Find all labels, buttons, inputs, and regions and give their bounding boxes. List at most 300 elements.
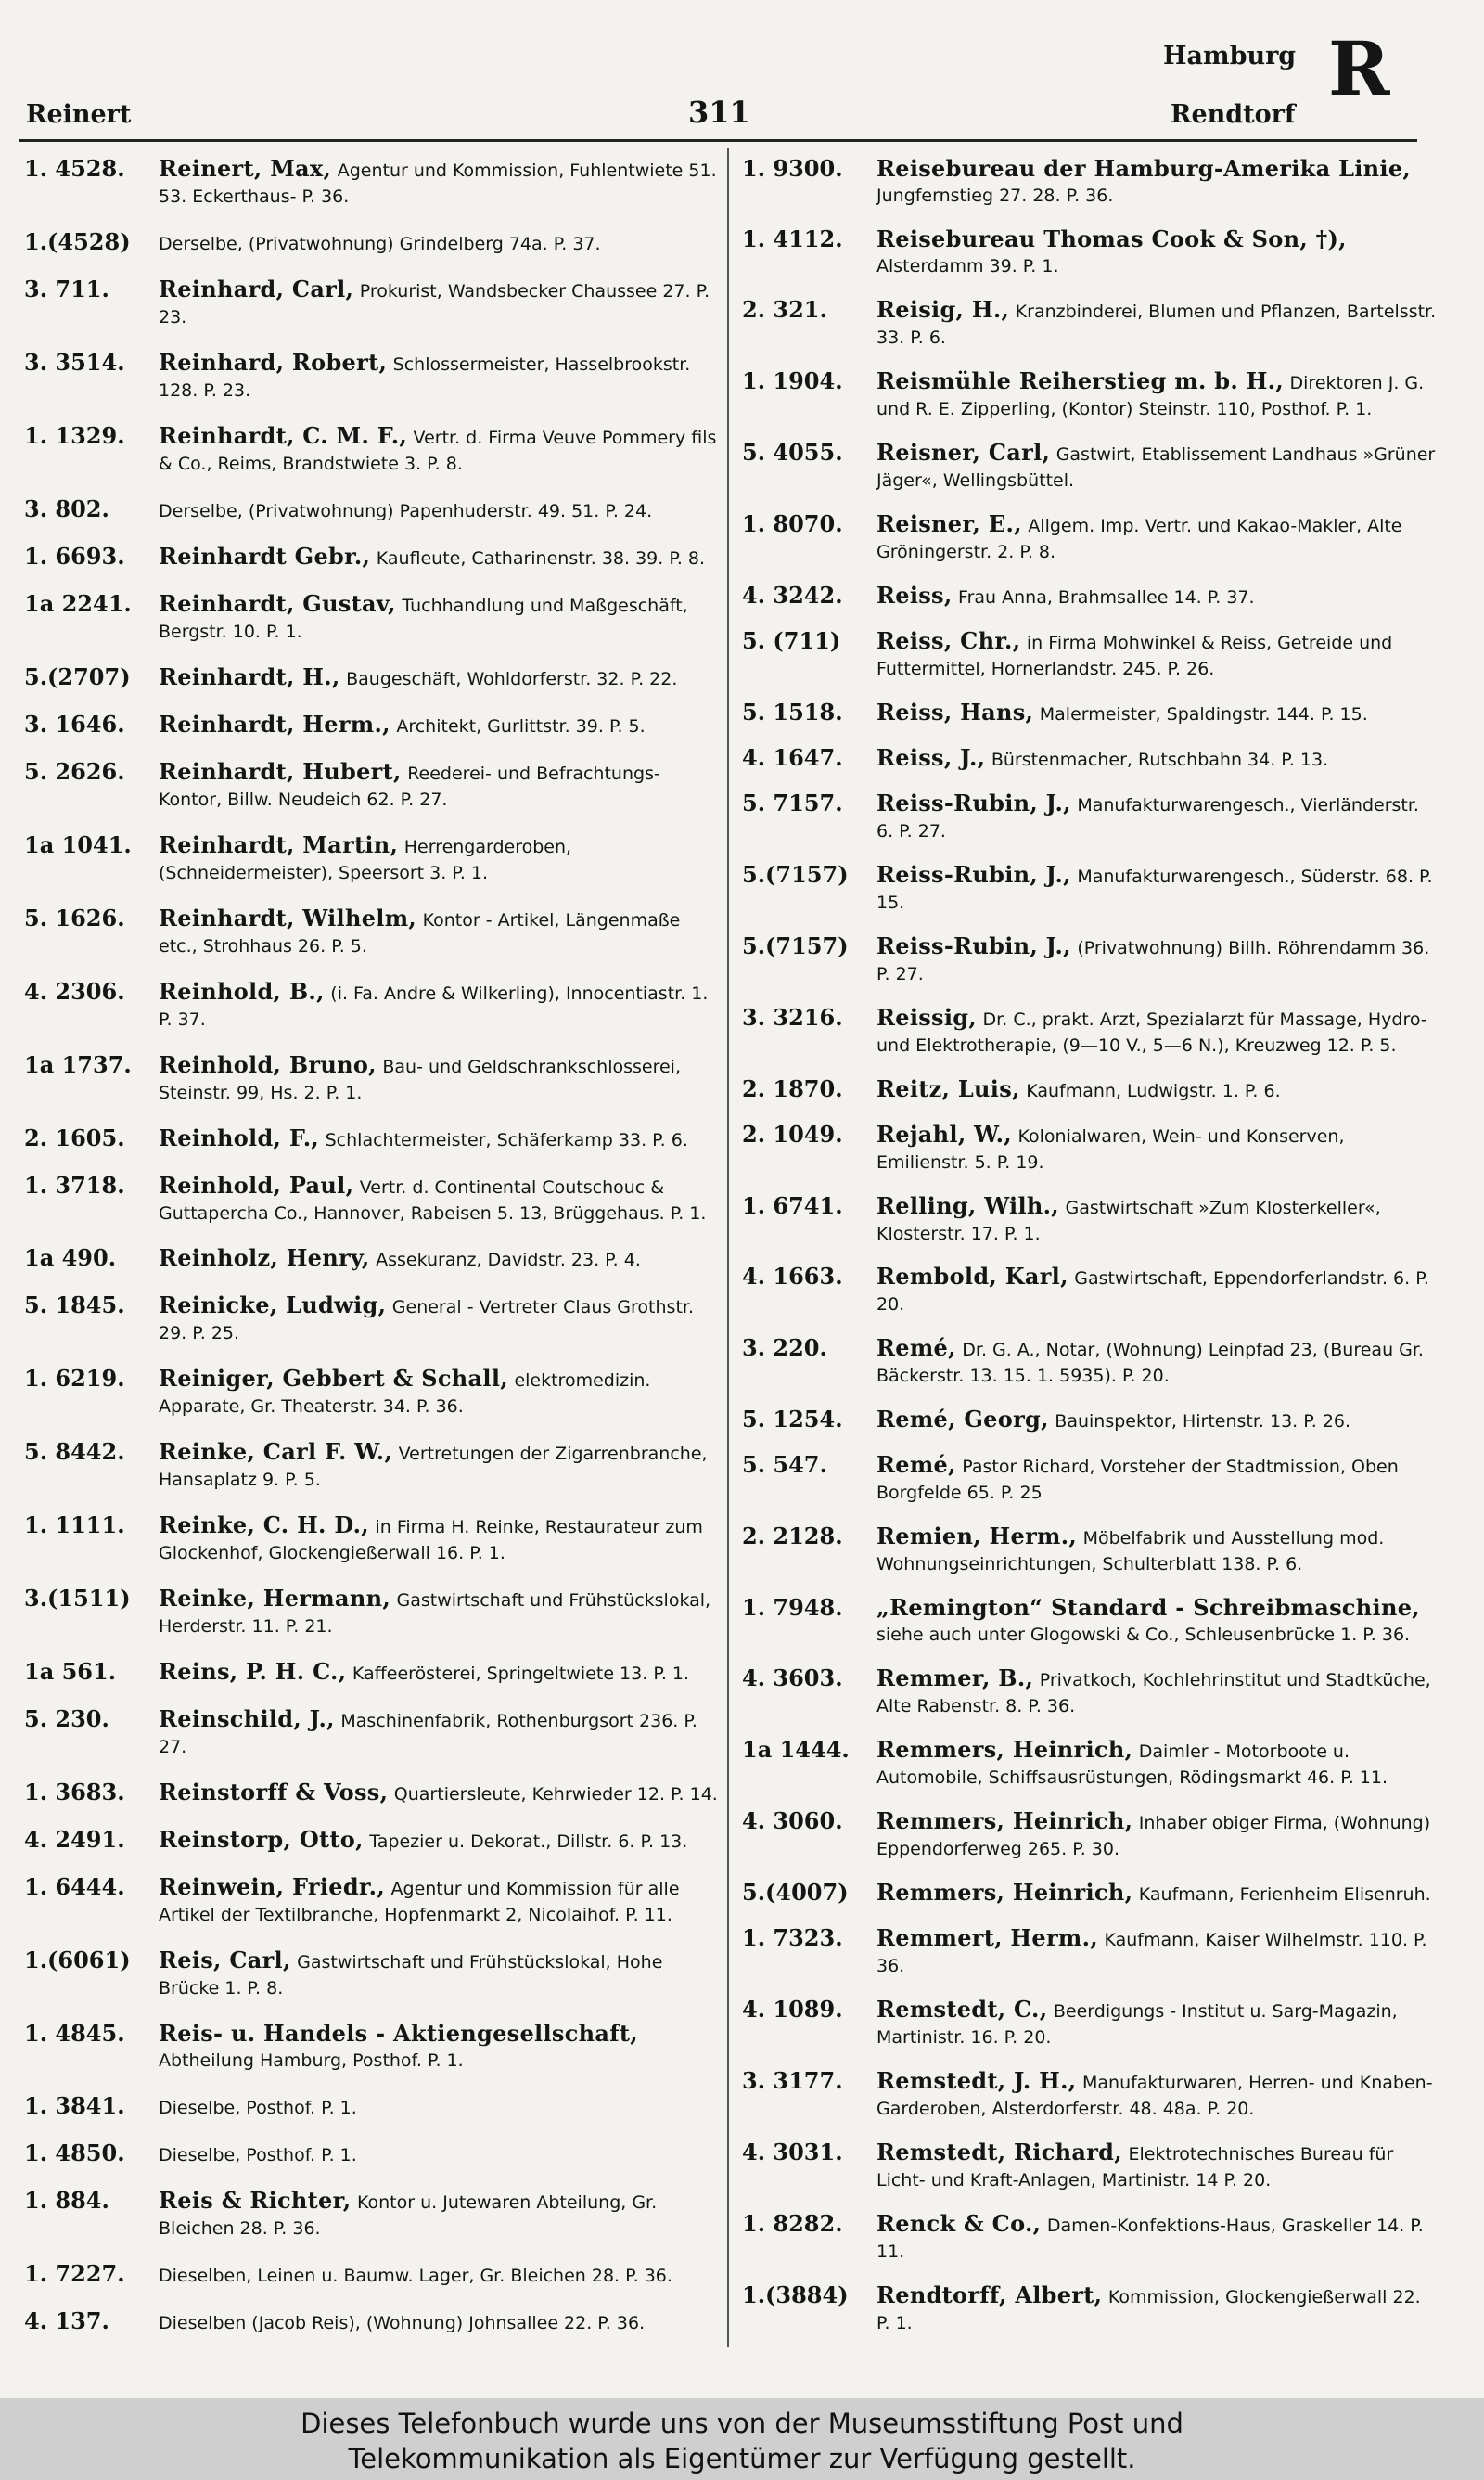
entry-name: Rendtorff, Albert,	[876, 2282, 1103, 2308]
directory-entry	[742, 1264, 1438, 1317]
entry-name: Remstedt, J. H.,	[876, 2068, 1077, 2095]
entry-text	[159, 1512, 720, 1566]
entry-detail: Tapezier u. Dekorat., Dillstr. 6. P. 13.	[369, 1831, 688, 1853]
phone-number: 1. 4845.	[24, 2021, 125, 2048]
entry-detail: Quartiersleute, Kehrwieder 12. P. 14.	[393, 1784, 718, 1805]
entry-detail: Dr. C., prakt. Arzt, Spezialarzt für Massage, Hydro- und Elektrotherapie, (9—10 V., 5—6 N.), Kreuzweg 12. P. 5.	[876, 1009, 1427, 1056]
directory-entry	[742, 1925, 1438, 1979]
entry-detail: Kontor - Artikel, Längenmaße etc., Strohhaus 26. P. 5.	[159, 909, 681, 957]
header-last-entry: Rendtorf	[1171, 100, 1296, 129]
phone-number: 5. 1626.	[24, 905, 125, 932]
entry-text	[159, 1659, 720, 1687]
entry-detail: Bauinspektor, Hirtenstr. 13. P. 26.	[1055, 1411, 1351, 1433]
phone-number: 2. 1605.	[24, 1124, 125, 1151]
entry-detail: Manufakturwarengesch., Süderstr. 68. P. 15.	[876, 866, 1433, 913]
entry-name: Reinhold, F.,	[159, 1124, 320, 1151]
entry-name: Reisig, H.,	[876, 296, 1010, 323]
directory-entry	[742, 1122, 1438, 1176]
entry-detail: Tuchhandlung und Maßgeschäft, Bergstr. 10. P. 1.	[159, 595, 688, 642]
directory-entry	[742, 1452, 1438, 1506]
directory-entry	[24, 229, 720, 257]
entry-detail: Derselbe, (Privatwohnung) Papenhuderstr. 49. 51. P. 24.	[159, 500, 653, 521]
entry-name: Reinhardt, Hubert,	[159, 758, 402, 785]
directory-entry	[742, 1665, 1438, 1719]
phone-number: 1. 884.	[24, 2188, 109, 2214]
entry-detail: Kaufleute, Catharinenstr. 38. 39. P. 8.	[376, 547, 706, 569]
phone-number: 3. 3177.	[742, 2068, 843, 2095]
entry-detail: Baugeschäft, Wohldorferstr. 32. P. 22.	[346, 668, 678, 689]
phone-number: 5. 547.	[742, 1452, 827, 1479]
entry-text	[876, 368, 1438, 422]
entry-text	[159, 156, 720, 210]
phone-number: 3. 802.	[24, 495, 109, 522]
entry-name: Remmers, Heinrich,	[876, 1808, 1133, 1835]
entry-detail: Pastor Richard, Vorsteher der Stadtmission, Oben Borgfelde 65. P. 25	[876, 1457, 1399, 1504]
phone-number: 1. 9300.	[742, 156, 843, 182]
entry-text	[159, 1706, 720, 1760]
entry-name: Reiss-Rubin, J.,	[876, 861, 1071, 888]
directory-entry	[24, 1874, 720, 1928]
entry-name: Reinstorff & Voss,	[159, 1780, 389, 1806]
phone-number: 5. 8442.	[24, 1439, 125, 1466]
entry-text	[876, 440, 1438, 494]
phone-number: 4. 3031.	[742, 2139, 843, 2166]
directory-entry	[24, 1245, 720, 1273]
entry-name: Reinwein, Friedr.,	[159, 1874, 385, 1901]
phone-number: 5.(7157)	[742, 861, 849, 888]
entry-name: Reiss, Chr.,	[876, 627, 1021, 654]
phone-number: 4. 2491.	[24, 1827, 125, 1854]
entry-detail: Frau Anna, Brahmsallee 14. P. 37.	[958, 586, 1255, 608]
phone-number: 4. 137.	[24, 2307, 109, 2334]
entry-text	[159, 1366, 720, 1420]
entry-detail: Agentur und Kommission, Fuhlentwiete 51. 53. Eckerthaus- P. 36.	[159, 161, 717, 207]
entry-text	[876, 1122, 1438, 1176]
entry-detail: Kaffeerösterei, Springeltwiete 13. P. 1.	[352, 1664, 690, 1685]
entry-name: Remé,	[876, 1452, 956, 1479]
entry-name: Reinschild, J.,	[159, 1706, 335, 1733]
entry-name: Reisebureau der Hamburg-Amerika Linie,	[876, 156, 1412, 182]
directory-entry	[24, 759, 720, 813]
entry-text	[159, 1874, 720, 1928]
phone-number: 1. 3683.	[24, 1780, 125, 1806]
directory-entry	[24, 2188, 720, 2242]
directory-entry	[742, 1997, 1438, 2050]
entry-name: Reinhard, Robert,	[159, 349, 388, 376]
phone-number: 1a 561.	[24, 1659, 117, 1686]
phone-number: 1. 6444.	[24, 1874, 125, 1901]
directory-entry	[24, 350, 720, 404]
phone-number: 1.(4528)	[24, 228, 131, 255]
directory-entry	[742, 2068, 1438, 2122]
entry-text	[876, 1880, 1438, 1908]
entry-text	[159, 1586, 720, 1639]
directory-entry	[24, 1947, 720, 2001]
entry-text	[159, 2261, 720, 2289]
entry-name: Relling, Wilh.,	[876, 1192, 1059, 1219]
entry-text	[876, 933, 1438, 987]
phone-number: 4. 1663.	[742, 1264, 843, 1291]
directory-entry	[742, 745, 1438, 773]
entry-name: Remien, Herm.,	[876, 1523, 1078, 1550]
entry-text	[876, 1005, 1438, 1059]
entry-detail: Schlossermeister, Hasselbrookstr. 128. P. 23.	[159, 353, 691, 401]
directory-entry	[742, 1076, 1438, 1104]
directory-entry	[24, 1125, 720, 1153]
entry-name: Remstedt, Richard,	[876, 2139, 1122, 2166]
directory-entry	[24, 1659, 720, 1687]
entry-text	[159, 2188, 720, 2242]
phone-number: 1. 1111.	[24, 1512, 125, 1539]
directory-entry	[742, 583, 1438, 610]
phone-number: 4. 1089.	[742, 1997, 843, 2024]
phone-number: 1.(3884)	[742, 2282, 849, 2308]
directory-entry	[24, 2093, 720, 2121]
phone-number: 3. 220.	[742, 1335, 827, 1362]
footer-notice	[0, 2398, 1484, 2480]
entry-text	[159, 759, 720, 813]
entry-name: Reinicke, Ludwig,	[159, 1292, 387, 1319]
entry-name: Reis- u. Handels - Aktiengesellschaft,	[159, 2021, 638, 2048]
entry-name: Reiss, J.,	[876, 744, 986, 771]
entry-name: Reiss-Rubin, J.,	[876, 932, 1071, 959]
phone-number: 3. 3216.	[742, 1004, 843, 1031]
entry-name: Reiss,	[876, 582, 953, 609]
phone-number: 3. 1646.	[24, 711, 125, 738]
directory-entry	[24, 832, 720, 886]
entry-text	[159, 591, 720, 645]
phone-number: 2. 1870.	[742, 1075, 843, 1102]
entry-detail: Abtheilung Hamburg, Posthof. P. 1.	[159, 2050, 464, 2072]
entry-text	[876, 1452, 1438, 1506]
footer-line-1: Dieses Telefonbuch wurde uns von der Museumsstiftung Post und	[301, 2408, 1183, 2439]
directory-entry	[742, 790, 1438, 844]
entry-detail: Allgem. Imp. Vertr. und Kakao-Makler, Alte Gröningerstr. 2. P. 8.	[876, 515, 1402, 562]
directory-entry	[24, 1706, 720, 1760]
entry-text	[159, 350, 720, 404]
entry-name: Reinke, C. H. D.,	[159, 1512, 369, 1539]
phone-number: 1. 7323.	[742, 1925, 843, 1952]
entry-name: Reinhardt, Gustav,	[159, 590, 396, 617]
entry-name: Reinhardt, C. M. F.,	[159, 422, 408, 449]
entry-text	[159, 229, 720, 257]
phone-number: 1. 3718.	[24, 1172, 125, 1199]
directory-entry	[742, 2211, 1438, 2265]
phone-number: 1. 3841.	[24, 2093, 125, 2120]
entry-text	[159, 2308, 720, 2336]
entry-text	[159, 2140, 720, 2168]
phone-number: 5. 1518.	[742, 699, 843, 726]
phone-number: 1a 1041.	[24, 831, 132, 858]
entry-name: Reissig,	[876, 1004, 978, 1031]
entry-text	[876, 1193, 1438, 1247]
entry-detail: Kaufmann, Ludwigstr. 1. P. 6.	[1026, 1080, 1281, 1101]
entry-name: Reinhardt, Herm.,	[159, 711, 390, 738]
entry-name: „Remington“ Standard - Schreibmaschine,	[876, 1595, 1420, 1622]
entry-detail: Agentur und Kommission für alle Artikel der Textilbranche, Hopfenmarkt 2, Nicolaihof. P. 11.	[159, 1879, 680, 1926]
directory-entry	[24, 1052, 720, 1106]
entry-detail: Manufakturwaren, Herren- und Knaben-Garderoben, Alsterdorferstr. 48. 48a. P. 20.	[876, 2073, 1433, 2120]
entry-text	[876, 1076, 1438, 1104]
phone-number: 1. 4112.	[742, 225, 843, 252]
phone-number: 4. 3603.	[742, 1665, 843, 1692]
entry-name: Reisebureau Thomas Cook & Son, †),	[876, 225, 1347, 252]
phone-number: 1a 490.	[24, 1245, 117, 1272]
entry-text	[159, 1827, 720, 1855]
entry-detail: Dieselbe, Posthof. P. 1.	[159, 2145, 357, 2166]
phone-number: 3. 711.	[24, 276, 109, 302]
footer-line-2: Telekommunikation als Eigentümer zur Verfügung gestellt.	[348, 2443, 1136, 2474]
entry-text	[159, 1125, 720, 1153]
phone-number: 2. 2128.	[742, 1523, 843, 1550]
entry-text	[159, 712, 720, 739]
entry-name: Rembold, Karl,	[876, 1264, 1068, 1291]
entry-text	[159, 664, 720, 692]
entry-text	[876, 745, 1438, 773]
entry-name: Reinke, Carl F. W.,	[159, 1439, 393, 1466]
entry-name: Reiss-Rubin, J.,	[876, 790, 1071, 816]
directory-entry	[742, 933, 1438, 987]
phone-number: 5. (711)	[742, 627, 841, 654]
directory-entry	[24, 276, 720, 330]
entry-detail: Vertr. d. Firma Veuve Pommery fils & Co., Reims, Brandstwiete 3. P. 8.	[159, 427, 717, 474]
right-column	[742, 156, 1438, 2336]
entry-detail: Kranzbinderei, Blumen und Pflanzen, Bartelsstr. 33. P. 6.	[876, 301, 1437, 348]
entry-name: Reinhardt, Martin,	[159, 831, 399, 858]
phone-number: 5. 1845.	[24, 1292, 125, 1319]
phone-number: 1a 1444.	[742, 1737, 850, 1764]
phone-number: 1. 1329.	[24, 422, 125, 449]
entry-detail: Direktoren J. G. und R. E. Zipperling, (Kontor) Steinstr. 110, Posthof. P. 1.	[876, 372, 1425, 419]
directory-entry	[24, 979, 720, 1033]
entry-text	[876, 2211, 1438, 2265]
entry-detail: Reederei- und Befrachtungs-Kontor, Billw. Neudeich 62. P. 27.	[159, 763, 660, 810]
entry-name: Rejahl, W.,	[876, 1121, 1012, 1148]
entry-text	[159, 1947, 720, 2001]
entry-name: Remmert, Herm.,	[876, 1925, 1098, 1952]
entry-text	[876, 1264, 1438, 1317]
entry-detail: Assekuranz, Davidstr. 23. P. 4.	[376, 1250, 641, 1271]
directory-entry	[742, 2139, 1438, 2193]
entry-detail: Kaufmann, Kaiser Wilhelmstr. 110. P. 36.	[876, 1930, 1427, 1977]
entry-name: Reisner, Carl,	[876, 439, 1051, 466]
entry-text	[159, 1052, 720, 1106]
entry-detail: Kolonialwaren, Wein- und Konserven, Emilienstr. 5. P. 19.	[876, 1125, 1345, 1173]
directory-entry	[24, 712, 720, 739]
directory-entry	[742, 368, 1438, 422]
entry-text	[876, 297, 1438, 351]
entry-name: Reinhard, Carl,	[159, 276, 354, 302]
entry-text	[876, 511, 1438, 565]
entry-text	[876, 583, 1438, 610]
entry-name: Reismühle Reiherstieg m. b. H.,	[876, 367, 1284, 394]
directory-entry	[742, 1880, 1438, 1908]
entry-detail: Vertr. d. Continental Coutschouc & Guttapercha Co., Hannover, Rabeisen 5. 13, Brüggehaus. P. 1.	[159, 1176, 707, 1224]
directory-entry	[24, 156, 720, 210]
directory-entry	[24, 1586, 720, 1639]
entry-text	[876, 700, 1438, 727]
entry-text	[876, 226, 1438, 279]
entry-detail: Inhaber obiger Firma, (Wohnung) Eppendorferweg 265. P. 30.	[876, 1813, 1431, 1860]
entry-text	[159, 544, 720, 572]
entry-text	[876, 2139, 1438, 2193]
entry-name: Remé,	[876, 1335, 956, 1362]
entry-detail: Derselbe, (Privatwohnung) Grindelberg 74a. P. 37.	[159, 233, 601, 254]
directory-entry	[24, 544, 720, 572]
directory-entry	[24, 2140, 720, 2168]
entry-text	[159, 2093, 720, 2121]
phone-number: 5.(7157)	[742, 932, 849, 959]
directory-entry	[742, 440, 1438, 494]
entry-text	[159, 1173, 720, 1227]
phone-number: 5. 4055.	[742, 439, 843, 466]
phone-number: 5.(2707)	[24, 663, 131, 690]
entry-name: Reinhardt Gebr.,	[159, 543, 371, 570]
entry-detail: Alsterdamm 39. P. 1.	[876, 255, 1059, 276]
directory-entry	[24, 1439, 720, 1493]
entry-detail: Architekt, Gurlittstr. 39. P. 5.	[396, 715, 646, 737]
phone-number: 5. 1254.	[742, 1407, 843, 1433]
entry-detail: Privatkoch, Kochlehrinstitut und Stadtküche, Alte Rabenstr. 8. P. 36.	[876, 1670, 1431, 1717]
entry-text	[876, 862, 1438, 916]
entry-text	[159, 1245, 720, 1273]
page-number: 311	[688, 95, 750, 130]
entry-text	[876, 1523, 1438, 1577]
entry-name: Renck & Co.,	[876, 2211, 1042, 2238]
entry-text	[159, 906, 720, 959]
entry-text	[876, 1595, 1438, 1648]
entry-name: Reis, Carl,	[159, 1947, 291, 1974]
entry-detail: Gastwirt, Etablissement Landhaus »Grüner Jäger«, Wellingsbüttel.	[876, 443, 1436, 491]
entry-name: Reinhold, Paul,	[159, 1172, 354, 1199]
header-first-entry: Reinert	[26, 100, 132, 129]
entry-detail: Kaufmann, Ferienheim Elisenruh.	[1138, 1884, 1431, 1906]
phone-number: 1. 4850.	[24, 2140, 125, 2167]
phone-number: 3.(1511)	[24, 1586, 131, 1613]
entry-text	[159, 832, 720, 886]
entry-detail: General - Vertreter Claus Grothstr. 29. P. 25.	[159, 1297, 694, 1344]
section-letter: R	[1328, 25, 1390, 112]
entry-detail: siehe auch unter Glogowski & Co., Schleusenbrücke 1. P. 36.	[876, 1625, 1411, 1646]
phone-number: 1. 8070.	[742, 510, 843, 537]
entry-text	[159, 2021, 720, 2074]
directory-entry	[742, 1335, 1438, 1389]
entry-detail: Kontor u. Jutewaren Abteilung, Gr. Bleichen 28. P. 36.	[159, 2192, 658, 2239]
directory-entry	[742, 1808, 1438, 1862]
phone-number: 5. 230.	[24, 1706, 109, 1733]
directory-entry	[742, 700, 1438, 727]
directory-entry	[24, 2261, 720, 2289]
directory-entry	[742, 1523, 1438, 1577]
directory-entry	[24, 1366, 720, 1420]
directory-entry	[24, 1780, 720, 1807]
header-rule	[19, 139, 1417, 142]
entry-name: Remstedt, C.,	[876, 1997, 1048, 2024]
entry-text	[876, 2282, 1438, 2336]
directory-entry	[24, 591, 720, 645]
entry-detail: Jungfernstieg 27. 28. P. 36.	[876, 186, 1114, 206]
entry-text	[159, 496, 720, 524]
phone-number: 5.(4007)	[742, 1880, 849, 1907]
entry-detail: Dieselbe, Posthof. P. 1.	[159, 2098, 357, 2119]
phone-number: 1. 6693.	[24, 543, 125, 570]
entry-text	[876, 790, 1438, 844]
entry-name: Remmer, B.,	[876, 1665, 1034, 1692]
entry-text	[876, 1737, 1438, 1791]
entry-detail: Manufakturwarengesch., Vierländerstr. 6. P. 27.	[876, 794, 1419, 842]
entry-text	[876, 628, 1438, 682]
phone-number: 1. 1904.	[742, 367, 843, 394]
entry-text	[876, 1925, 1438, 1979]
directory-entry	[742, 226, 1438, 279]
phone-number: 4. 2306.	[24, 978, 125, 1005]
directory-entry	[742, 1407, 1438, 1434]
entry-name: Reinhold, Bruno,	[159, 1051, 377, 1078]
directory-entry	[742, 511, 1438, 565]
directory-entry	[742, 1005, 1438, 1059]
phone-number: 3. 3514.	[24, 349, 125, 376]
entry-detail: Prokurist, Wandsbecker Chaussee 27. P. 23.	[159, 280, 710, 328]
phone-number: 1. 6219.	[24, 1366, 125, 1393]
phone-number: 5. 7157.	[742, 790, 843, 816]
entry-text	[159, 1292, 720, 1346]
entry-detail: Dieselben (Jacob Reis), (Wohnung) Johnsallee 22. P. 36.	[159, 2312, 646, 2333]
entry-detail: in Firma H. Reinke, Restaurateur zum Glockenhof, Glockengießerwall 16. P. 1.	[159, 1517, 703, 1564]
directory-entry	[742, 1737, 1438, 1791]
entry-name: Reitz, Luis,	[876, 1075, 1020, 1102]
entry-detail: Schlachtermeister, Schäferkamp 33. P. 6.	[325, 1129, 688, 1150]
phone-number: 2. 321.	[742, 296, 827, 323]
phone-number: 2. 1049.	[742, 1121, 843, 1148]
directory-entry	[742, 297, 1438, 351]
phone-number: 4. 1647.	[742, 744, 843, 771]
entry-name: Reinke, Hermann,	[159, 1586, 390, 1613]
entry-text	[159, 979, 720, 1033]
phone-number: 5. 2626.	[24, 758, 125, 785]
entry-text	[159, 423, 720, 477]
directory-entry	[24, 496, 720, 524]
phone-number: 1. 6741.	[742, 1192, 843, 1219]
entry-name: Remmers, Heinrich,	[876, 1880, 1133, 1907]
entry-text	[876, 1997, 1438, 2050]
directory-entry	[24, 423, 720, 477]
entry-name: Reinstorp, Otto,	[159, 1827, 364, 1854]
directory-entry	[24, 1292, 720, 1346]
phone-number: 1.(6061)	[24, 1947, 131, 1974]
entry-name: Remé, Georg,	[876, 1407, 1049, 1433]
entry-detail: Daimler - Motorboote u. Automobile, Schiffsausrüstungen, Rödingsmarkt 46. P. 11.	[876, 1741, 1388, 1789]
column-divider	[727, 148, 729, 2347]
entry-text	[876, 156, 1438, 209]
entry-detail: Beerdigungs - Institut u. Sarg-Magazin, Martinistr. 16. P. 20.	[876, 2001, 1398, 2049]
entry-text	[876, 1665, 1438, 1719]
entry-detail: Möbelfabrik und Ausstellung mod. Wohnungseinrichtungen, Schulterblatt 138. P. 6.	[876, 1528, 1385, 1575]
entry-name: Reiss, Hans,	[876, 699, 1034, 726]
phone-number: 4. 3060.	[742, 1808, 843, 1835]
directory-entry	[24, 1173, 720, 1227]
entry-detail: in Firma Mohwinkel & Reiss, Getreide und Futtermittel, Hornerlandstr. 245. P. 26.	[876, 632, 1393, 679]
entry-text	[876, 1808, 1438, 1862]
entry-text	[876, 2068, 1438, 2122]
entry-detail: (i. Fa. Andre & Wilkerling), Innocentiastr. 1. P. 37.	[159, 983, 709, 1030]
entry-detail: Gastwirtschaft, Eppendorferlandstr. 6. P. 20.	[876, 1268, 1429, 1316]
entry-detail: Vertretungen der Zigarrenbranche, Hansaplatz 9. P. 5.	[159, 1444, 708, 1491]
entry-text	[876, 1407, 1438, 1434]
entry-text	[159, 1439, 720, 1493]
entry-detail: Gastwirtschaft und Frühstückslokal, Hohe Brücke 1. P. 8.	[159, 1952, 663, 1999]
entry-detail: Kommission, Glockengießerwall 22. P. 1.	[876, 2287, 1421, 2333]
phone-number: 1. 7948.	[742, 1595, 843, 1622]
